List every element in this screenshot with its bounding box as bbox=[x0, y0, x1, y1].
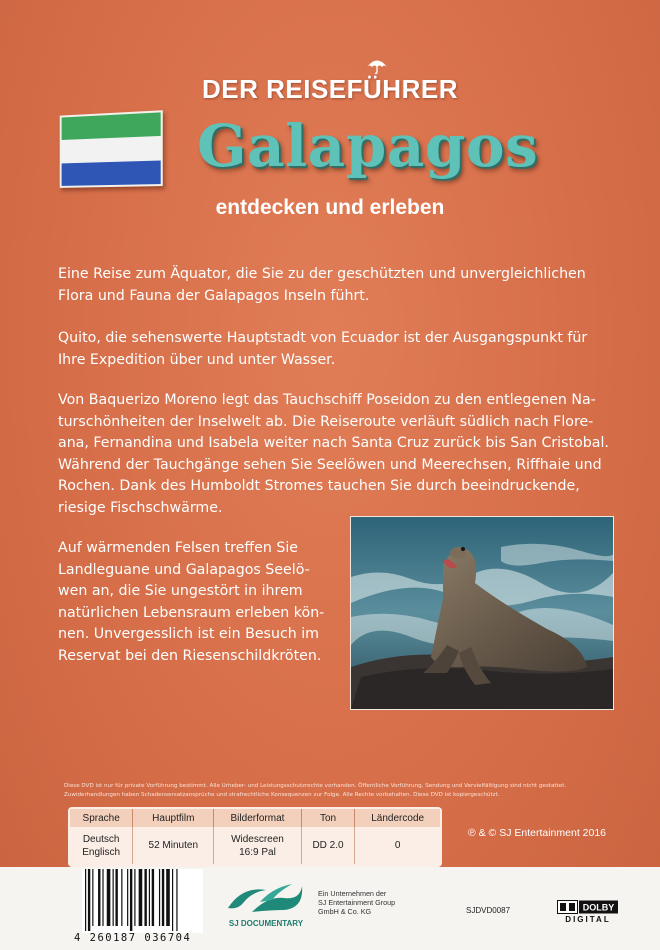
copyright-notice: ℗ & © SJ Entertainment 2016 bbox=[467, 827, 607, 839]
language-entry: Deutsch bbox=[82, 833, 120, 845]
umbrella-icon bbox=[366, 58, 388, 74]
flag-stripe-bottom bbox=[62, 160, 161, 186]
paragraph-4-line: wen an, die Sie ungestört in ihrem bbox=[58, 583, 303, 599]
barcode-bar bbox=[121, 869, 122, 926]
value-hauptfilm: 52 Minuten bbox=[133, 827, 214, 864]
value-sprache bbox=[70, 827, 133, 864]
dolby-digital-logo bbox=[557, 900, 619, 924]
flag-stripe-middle bbox=[62, 136, 161, 163]
header-ton: Ton bbox=[301, 809, 355, 827]
barcode-bar bbox=[139, 869, 143, 926]
barcode-bar bbox=[130, 869, 132, 931]
catalog-number: SJDVD0087 bbox=[466, 906, 511, 915]
paragraph-3-line: riesige Fischschwärme. bbox=[58, 499, 223, 516]
paragraph-4-line: Landleguane und Galapagos Seelö- bbox=[58, 561, 310, 578]
company-line: Ein Unternehmen der bbox=[318, 889, 387, 898]
barcode-bar bbox=[149, 869, 150, 926]
value-laendercode: 0 bbox=[355, 827, 440, 864]
barcode-bar bbox=[102, 869, 103, 926]
barcode-bar bbox=[98, 869, 100, 926]
specs-header-row bbox=[70, 809, 440, 827]
paragraph-3-line: ana, Fernandina und Isabela weiter nach Santa Cruz zurück bis San Cristobal. bbox=[58, 435, 609, 451]
barcode-bar bbox=[88, 869, 90, 931]
page-title: Galapagos bbox=[197, 112, 539, 180]
company-info bbox=[318, 889, 428, 916]
barcode-bar bbox=[172, 869, 173, 931]
barcode-bar bbox=[152, 869, 154, 926]
barcode-bar bbox=[159, 869, 160, 926]
legal-line: Diese DVD ist nur für private Vorführung bestimmt. Alle Urheber- und Leistungsschutzrechte vorhanden. Öffentliche Vorführung, Sendung und Vervielfältigung sind nicht gestattet. bbox=[64, 783, 567, 789]
barcode-bar bbox=[162, 869, 164, 926]
value-ton: DD 2.0 bbox=[301, 827, 355, 864]
value-bilderformat bbox=[214, 827, 301, 864]
paragraph-1: Eine Reise zum Äquator, die Sie zu der geschützten und unvergleichlichen Flora und Fauna der Galapagos Inseln führt. bbox=[58, 266, 586, 304]
barcode-bar bbox=[127, 869, 128, 926]
barcode-bars bbox=[82, 869, 203, 931]
dolby-bottom-label: DIGITAL bbox=[565, 915, 611, 924]
barcode-bar bbox=[144, 869, 146, 926]
format-entry: 16:9 Pal bbox=[239, 846, 276, 858]
header-laendercode: Ländercode bbox=[355, 809, 440, 827]
company-line: SJ Entertainment Group bbox=[318, 898, 396, 907]
language-entry: Englisch bbox=[82, 846, 121, 858]
specs-value-row bbox=[70, 827, 440, 864]
sea-lion-illustration bbox=[351, 517, 613, 709]
format-entry: Widescreen bbox=[231, 833, 284, 845]
paragraph-3 bbox=[58, 390, 618, 519]
barcode-bar bbox=[134, 869, 135, 926]
barcode-bar bbox=[107, 869, 111, 926]
barcode-bar bbox=[176, 869, 177, 931]
barcode bbox=[82, 869, 203, 933]
paragraph-4-line: nen. Unvergesslich ist ein Besuch im bbox=[58, 626, 320, 642]
paragraph-4-line: Auf wärmenden Felsen treffen Sie bbox=[58, 540, 299, 556]
paragraph-2: Quito, die sehenswerte Hauptstadt von Ecuador ist der Ausgangspunkt für Ihre Expedition über und unter Wasser. bbox=[58, 330, 588, 368]
paragraph-3-line: Von Baquerizo Moreno legt das Tauchschiff Poseidon zu den entlegenen Na- bbox=[58, 392, 596, 408]
sj-documentary-logo-icon bbox=[222, 878, 306, 918]
barcode-bar bbox=[166, 869, 170, 926]
specs-table bbox=[70, 809, 440, 864]
barcode-bar bbox=[92, 869, 93, 926]
page-subtitle: entdecken und erleben bbox=[215, 196, 445, 219]
barcode-number: 4 260187 036704 bbox=[74, 932, 192, 944]
header-hauptfilm: Hauptfilm bbox=[133, 809, 214, 827]
sea-lion-photo bbox=[350, 516, 614, 710]
paragraph-3-line: Während der Tauchgänge sehen Sie Seelöwen und Meerechsen, Riffhaie und bbox=[58, 456, 602, 473]
paragraph-3-line: Rochen. Dank des Humboldt Stromes tauchen Sie durch beeindruckende, bbox=[58, 478, 580, 494]
legal-line: Zuwiderhandlungen haben Schadensersatzansprüche und strafrechtliche Konsequenzen zur Folge. Alle Rechte vorbehalten. Diese DVD ist kopiergeschützt. bbox=[64, 792, 500, 798]
publisher-logo-text: SJ DOCUMENTARY bbox=[228, 919, 304, 928]
series-title: DER REISEFÜHRER bbox=[202, 74, 458, 104]
dolby-top-label: DOLBY bbox=[582, 902, 615, 913]
barcode-bar bbox=[85, 869, 86, 931]
barcode-bar bbox=[113, 869, 114, 926]
paragraph-4-line: natürlichen Lebensraum erleben kön- bbox=[58, 604, 325, 621]
legal-notice bbox=[64, 782, 624, 800]
ecuador-flag-stripes bbox=[60, 110, 163, 188]
header-sprache: Sprache bbox=[70, 809, 133, 827]
paragraph-3-line: turschönheiten der Inselwelt ab. Die Reiseroute verläuft südlich nach Flore- bbox=[58, 413, 594, 430]
paragraph-4 bbox=[58, 538, 348, 667]
barcode-bar bbox=[115, 869, 117, 926]
company-line: GmbH & Co. KG bbox=[318, 907, 372, 916]
header-bilderformat: Bilderformat bbox=[214, 809, 301, 827]
paragraph-4-line: Reservat bei den Riesenschildkröten. bbox=[58, 647, 322, 664]
